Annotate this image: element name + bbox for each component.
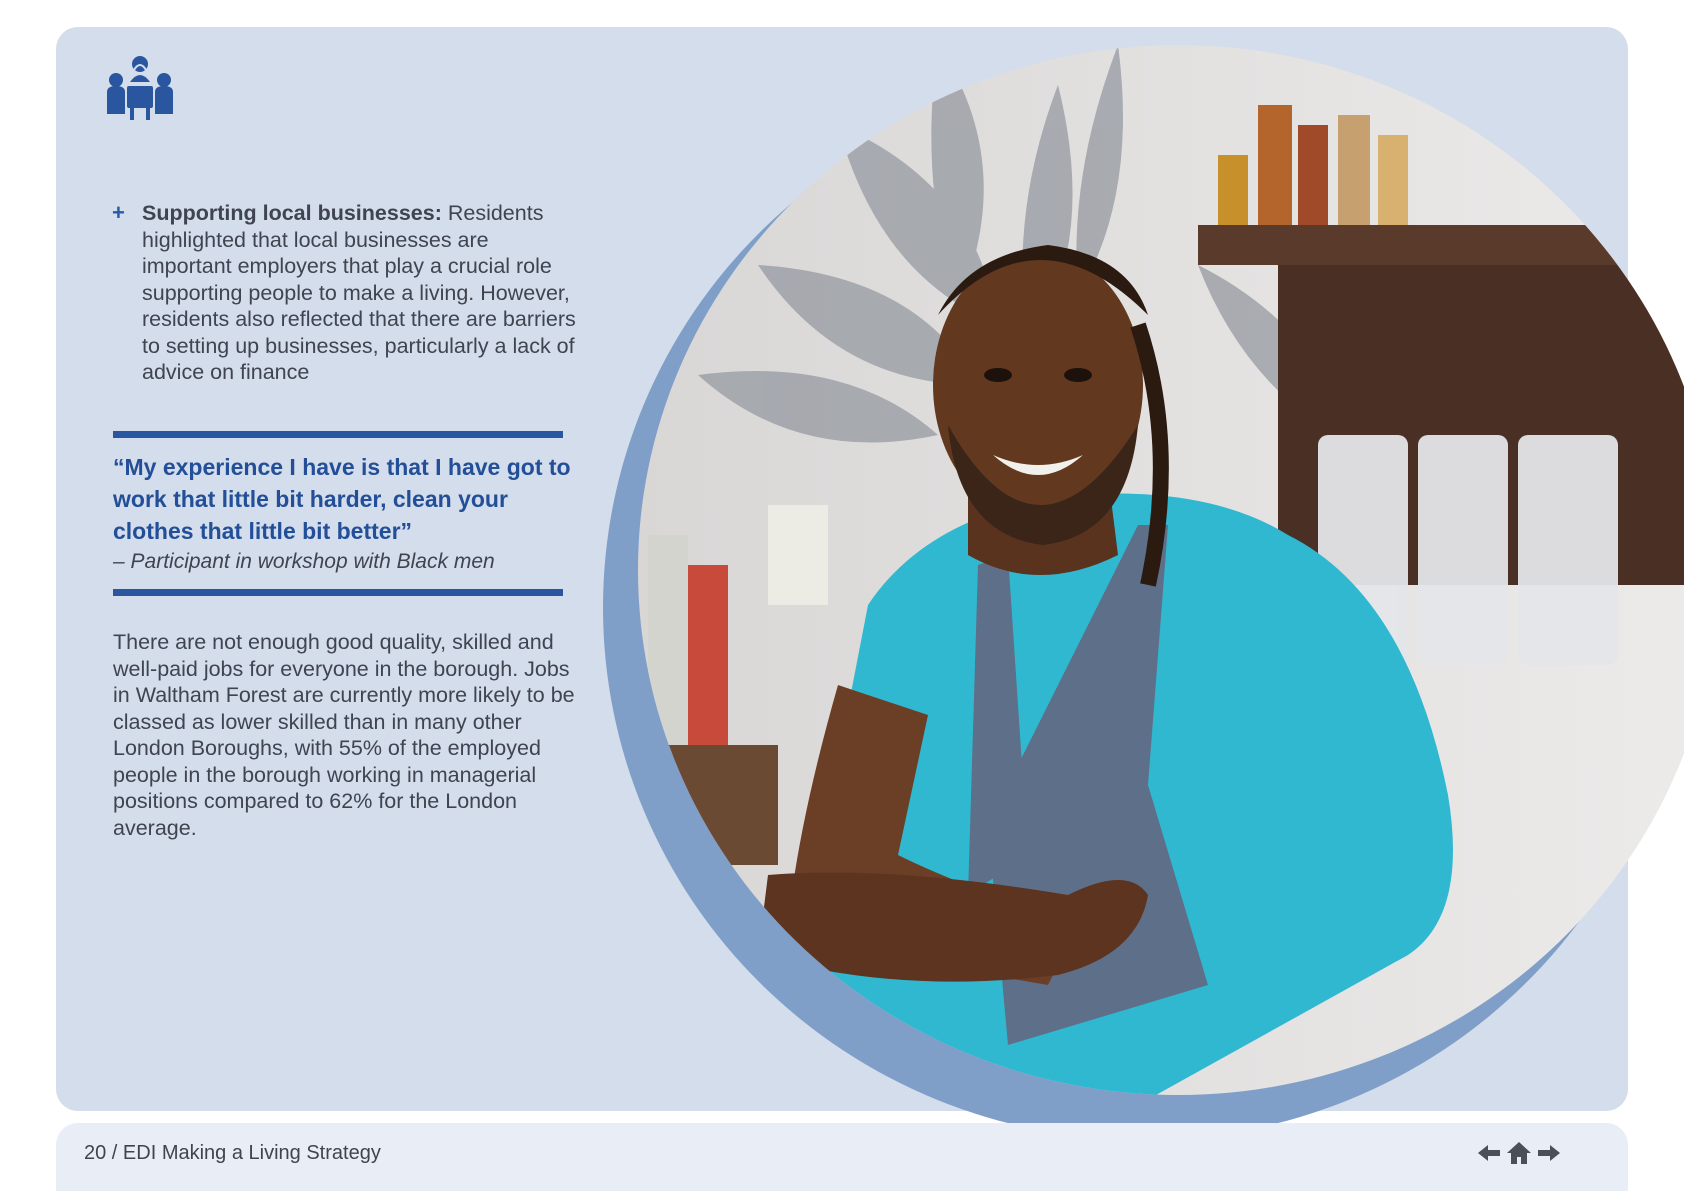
quote-rule-top [113, 431, 563, 438]
arrow-left-icon[interactable] [1478, 1143, 1502, 1168]
plus-icon: + [112, 200, 125, 225]
quote-attribution: – Participant in workshop with Black men [113, 550, 495, 573]
pull-quote: “My experience I have is that I have got to work that little bit harder, clean your clothes that little bit better” [113, 454, 571, 544]
body-paragraph: There are not enough good quality, skilled and well-paid jobs for everyone in the borough. Jobs in Waltham Forest are currently more likely to be classed as lower skilled than in many other London Boroughs, with 55% of the employed people in the borough working in managerial positions compared to 62% for the London average. [113, 630, 575, 840]
arrow-right-icon[interactable] [1536, 1143, 1560, 1168]
page-navigation [1478, 1141, 1560, 1170]
bullet-heading: Supporting local businesses: [142, 201, 442, 225]
quote-rule-bottom [113, 589, 563, 596]
home-icon[interactable] [1506, 1141, 1532, 1170]
bullet-text: Residents highlighted that local businesses are important employers that play a crucial role supporting people to make a living. However, residents also reflected that there are barriers to setting up businesses, particularly a lack of advice on finance [142, 201, 576, 384]
group-meeting-icon [104, 52, 176, 124]
bullet-point [112, 200, 582, 386]
portrait-photo [638, 45, 1684, 1095]
bullet-body [142, 200, 582, 386]
page-label: 20 / EDI Making a Living Strategy [84, 1142, 381, 1164]
